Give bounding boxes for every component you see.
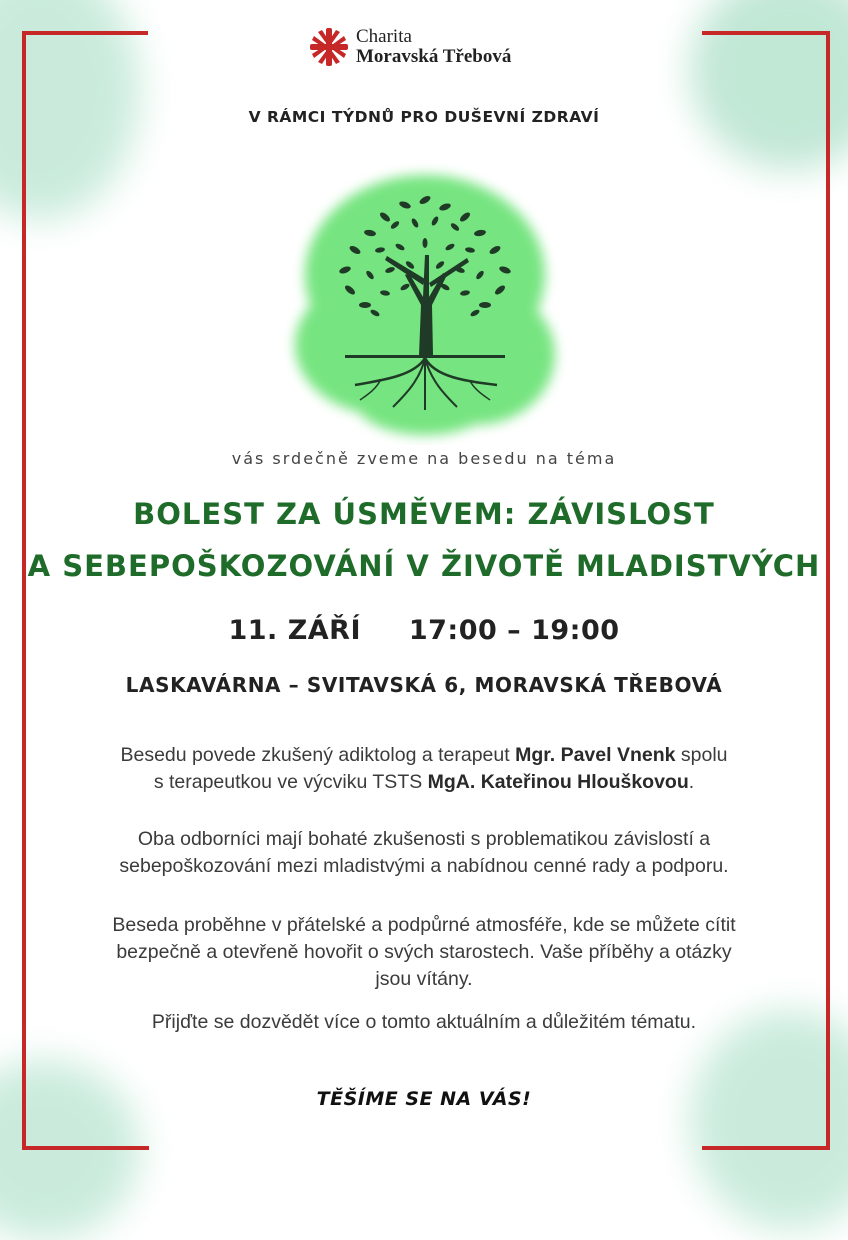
- watercolor-top-right: [690, 0, 848, 170]
- invite-text: vás srdečně zveme na besedu na téma: [231, 449, 617, 468]
- paragraph-atmosphere: [40, 912, 808, 993]
- paragraph-experience: [40, 826, 808, 880]
- speaker-1-name: Mgr. Pavel Vnenk: [515, 744, 676, 766]
- closing-text: TĚŠÍME SE NA VÁS!: [316, 1088, 532, 1110]
- frame-top-right: [702, 31, 830, 35]
- para1-text-f: .: [688, 771, 695, 793]
- para3-line3: jsou vítány.: [375, 968, 473, 990]
- paragraph-speakers: [40, 742, 808, 796]
- frame-bottom-right: [702, 1146, 830, 1150]
- para1-text-a: Besedu povede zkušený adiktolog a terapeut: [120, 744, 516, 766]
- watercolor-bottom-left: [0, 1060, 140, 1240]
- para3-line2: bezpečně a otevřeně hovořit o svých starostech. Vaše příběhy a otázky: [116, 941, 732, 963]
- title-line2: A SEBEPOŠKOZOVÁNÍ V ŽIVOTĚ MLADISTVÝCH: [27, 549, 821, 583]
- para3-line1: Beseda proběhne v přátelské a podpůrné atmosféře, kde se můžete cítit: [112, 914, 736, 936]
- charita-logo: [308, 26, 511, 68]
- event-date: 11. ZÁŘÍ: [228, 615, 362, 646]
- event-datetime: [0, 615, 848, 646]
- para1-text-c: spolu: [675, 744, 728, 766]
- event-time: 17:00 – 19:00: [408, 615, 620, 646]
- tree-illustration: [275, 155, 575, 445]
- charita-cross-icon: [308, 26, 350, 68]
- paragraph-invitation: Přijďte se dozvědět více o tomto aktuálním a důležitém tématu.: [151, 1011, 697, 1033]
- para2-line1: Oba odborníci mají bohaté zkušenosti s problematikou závislostí a: [137, 828, 711, 850]
- tree-icon: [275, 155, 575, 445]
- logo-line1: Charita: [356, 26, 412, 47]
- logo-text: [356, 27, 511, 67]
- frame-left: [22, 31, 26, 1150]
- logo-line2: Moravská Třebová: [356, 46, 512, 67]
- frame-right: [826, 31, 830, 1150]
- frame-bottom-left: [22, 1146, 149, 1150]
- subtitle: V RÁMCI TÝDNŮ PRO DUŠEVNÍ ZDRAVÍ: [248, 108, 600, 126]
- event-place: LASKAVÁRNA – SVITAVSKÁ 6, MORAVSKÁ TŘEBOVÁ: [125, 673, 723, 697]
- speaker-2-name: MgA. Kateřinou Hlouškovou: [427, 771, 689, 793]
- title-line1: BOLEST ZA ÚSMĚVEM: ZÁVISLOST: [133, 497, 715, 531]
- para2-line2: sebepoškozování mezi mladistvými a nabídnou cenné rady a podporu.: [119, 855, 729, 877]
- frame-top-left: [22, 31, 148, 35]
- para1-text-d: s terapeutkou ve výcviku TSTS: [153, 771, 428, 793]
- watercolor-bottom-right: [690, 1010, 848, 1230]
